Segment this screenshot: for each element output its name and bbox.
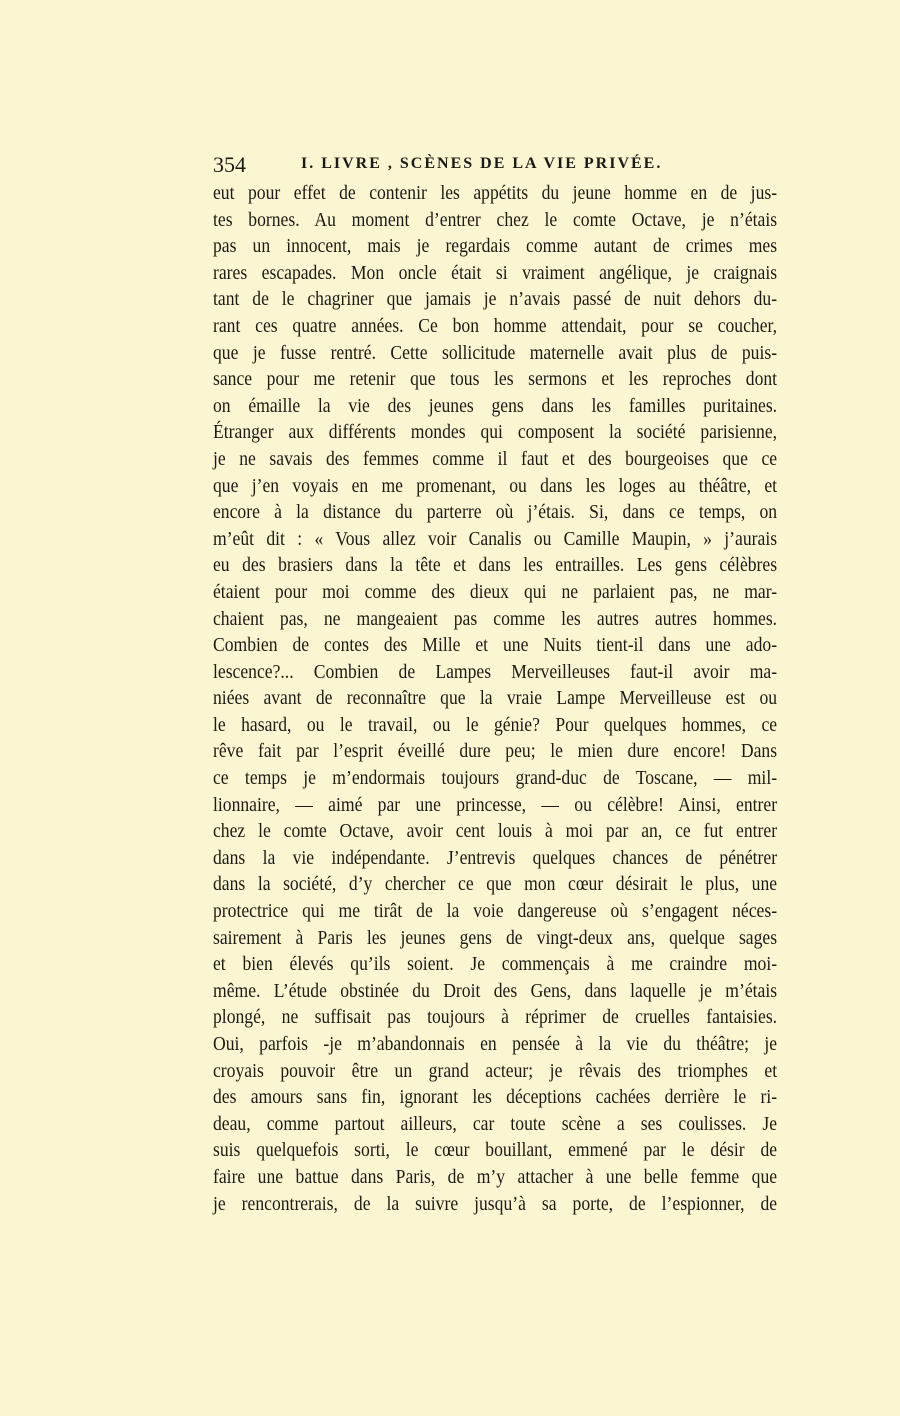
text-line: [213, 526, 777, 553]
text-line-content: dans la vie indépendante. J’entrevis quelques chances de pénétrer: [213, 846, 778, 869]
text-line: [213, 606, 777, 633]
text-line: [213, 1004, 777, 1031]
text-line-content: et bien élevés qu’ils soient. Je commençais à me craindre moi-: [213, 953, 778, 976]
text-line-content: lescence?... Combien de Lampes Merveilleuses faut-il avoir ma-: [213, 660, 778, 683]
text-line: [213, 685, 777, 712]
text-line-content: Combien de contes des Mille et une Nuits tient-il dans une ado-: [213, 634, 778, 657]
text-line: [213, 393, 777, 420]
text-line: [213, 1164, 777, 1191]
text-line: [213, 286, 777, 313]
text-line-content: ce temps je m’endormais toujours grand-duc de Toscane, — mil-: [213, 767, 778, 790]
text-line-content: on émaille la vie des jeunes gens dans les familles puritaines.: [213, 394, 778, 417]
text-line: [213, 552, 777, 579]
text-line-content: faire une battue dans Paris, de m’y attacher à une belle femme que: [213, 1165, 778, 1188]
page-number: 354: [213, 152, 246, 177]
text-line: [213, 951, 777, 978]
text-line-content: chez le comte Octave, avoir cent louis à moi par an, ce fut entrer: [213, 820, 778, 843]
text-line: [213, 738, 777, 765]
text-line: [213, 1191, 777, 1218]
text-line: [213, 1137, 777, 1164]
text-line-content: que je fusse rentré. Cette sollicitude maternelle avait plus de puis-: [213, 341, 778, 364]
text-line: [213, 340, 777, 367]
text-line-content: niées avant de reconnaître que la vraie Lampe Merveilleuse est ou: [213, 687, 778, 710]
text-line: [213, 792, 777, 819]
text-line-content: je ne savais des femmes comme il faut et des bourgeoises que ce: [213, 447, 778, 470]
text-line-content: m’eût dit : « Vous allez voir Canalis ou Camille Maupin, » j’aurais: [213, 527, 778, 550]
text-line-content: tes bornes. Au moment d’entrer chez le comte Octave, je n’étais: [213, 208, 778, 231]
text-line: [213, 1058, 777, 1085]
text-line: [213, 1111, 777, 1138]
text-line-content: Étranger aux différents mondes qui composent la société parisienne,: [213, 421, 778, 444]
text-line-content: Oui, parfois -je m’abandonnais en pensée à la vie du théâtre; je: [213, 1033, 778, 1055]
text-line-content: rant ces quatre années. Ce bon homme attendait, pour se coucher,: [213, 314, 778, 337]
text-line-content: pas un innocent, mais je regardais comme autant de crimes mes: [213, 235, 778, 258]
text-line: [213, 818, 777, 845]
text-line-content: même. L’étude obstinée du Droit des Gens, dans laquelle je m’étais: [213, 979, 778, 1002]
body-text: [213, 180, 777, 1217]
text-line: [213, 366, 777, 393]
text-line: [213, 765, 777, 792]
text-line-content: tant de le chagriner que jamais je n’avais passé de nuit dehors du-: [213, 288, 778, 311]
text-line: [213, 845, 777, 872]
text-line-content: croyais pouvoir être un grand acteur; je rêvais des triomphes et: [213, 1059, 778, 1082]
text-line-content: suis quelquefois sorti, le cœur bouillant, emmené par le désir de: [213, 1139, 778, 1162]
text-line: [213, 1084, 777, 1111]
text-line: [213, 712, 777, 739]
text-line: [213, 233, 777, 260]
text-line-content: protectrice qui me tirât de la voie dangereuse où s’engagent néces-: [213, 900, 778, 923]
text-line: [213, 180, 777, 207]
text-line-content: plongé, ne suffisait pas toujours à réprimer de cruelles fantaisies.: [213, 1006, 778, 1029]
text-line-content: chaient pas, ne mangeaient pas comme les autres autres hommes.: [213, 607, 778, 630]
text-line-content: rêve fait par l’esprit éveillé dure peu; le mien dure encore! Dans: [213, 740, 778, 763]
running-title: I. LIVRE , SCÈNES DE LA VIE PRIVÉE.: [301, 155, 663, 172]
text-line: [213, 579, 777, 606]
text-line: [213, 419, 777, 446]
text-line-content: dans la société, d’y chercher ce que mon cœur désirait le plus, une: [213, 873, 778, 896]
text-line: [213, 632, 777, 659]
text-line-content: rares escapades. Mon oncle était si vraiment angélique, je craignais: [213, 261, 778, 284]
text-line: [213, 659, 777, 686]
text-line: [213, 925, 777, 952]
text-line: [213, 1031, 777, 1058]
text-line-content: encore à la distance du parterre où j’étais. Si, dans ce temps, on: [213, 501, 778, 524]
text-line-content: eut pour effet de contenir les appétits du jeune homme en de jus-: [213, 182, 778, 204]
text-line: [213, 313, 777, 340]
text-line-content: des amours sans fin, ignorant les déceptions cachées derrière le ri-: [213, 1086, 778, 1109]
text-line: [213, 446, 777, 473]
text-line: [213, 207, 777, 234]
text-line-content: je rencontrerais, de la suivre jusqu’à sa porte, de l’espionner, de: [213, 1192, 778, 1215]
text-line: [213, 473, 777, 500]
text-line: [213, 978, 777, 1005]
text-line-content: que j’en voyais en me promenant, ou dans les loges au théâtre, et: [213, 474, 778, 497]
text-line: [213, 898, 777, 925]
text-line: [213, 871, 777, 898]
text-line-content: étaient pour moi comme des dieux qui ne parlaient pas, ne mar-: [213, 580, 778, 603]
text-line-content: lionnaire, — aimé par une princesse, — ou célèbre! Ainsi, entrer: [213, 793, 778, 816]
text-line-content: le hasard, ou le travail, ou le génie? Pour quelques hommes, ce: [213, 713, 778, 736]
text-line-content: sairement à Paris les jeunes gens de vingt-deux ans, quelque sages: [213, 926, 778, 949]
text-line-content: eu des brasiers dans la tête et dans les entrailles. Les gens célèbres: [213, 554, 778, 577]
text-line-content: deau, comme partout ailleurs, car toute scène a ses coulisses. Je: [213, 1112, 778, 1135]
text-line: [213, 499, 777, 526]
text-line: [213, 260, 777, 287]
text-line-content: sance pour me retenir que tous les sermons et les reproches dont: [213, 368, 778, 391]
running-header: [213, 152, 777, 180]
